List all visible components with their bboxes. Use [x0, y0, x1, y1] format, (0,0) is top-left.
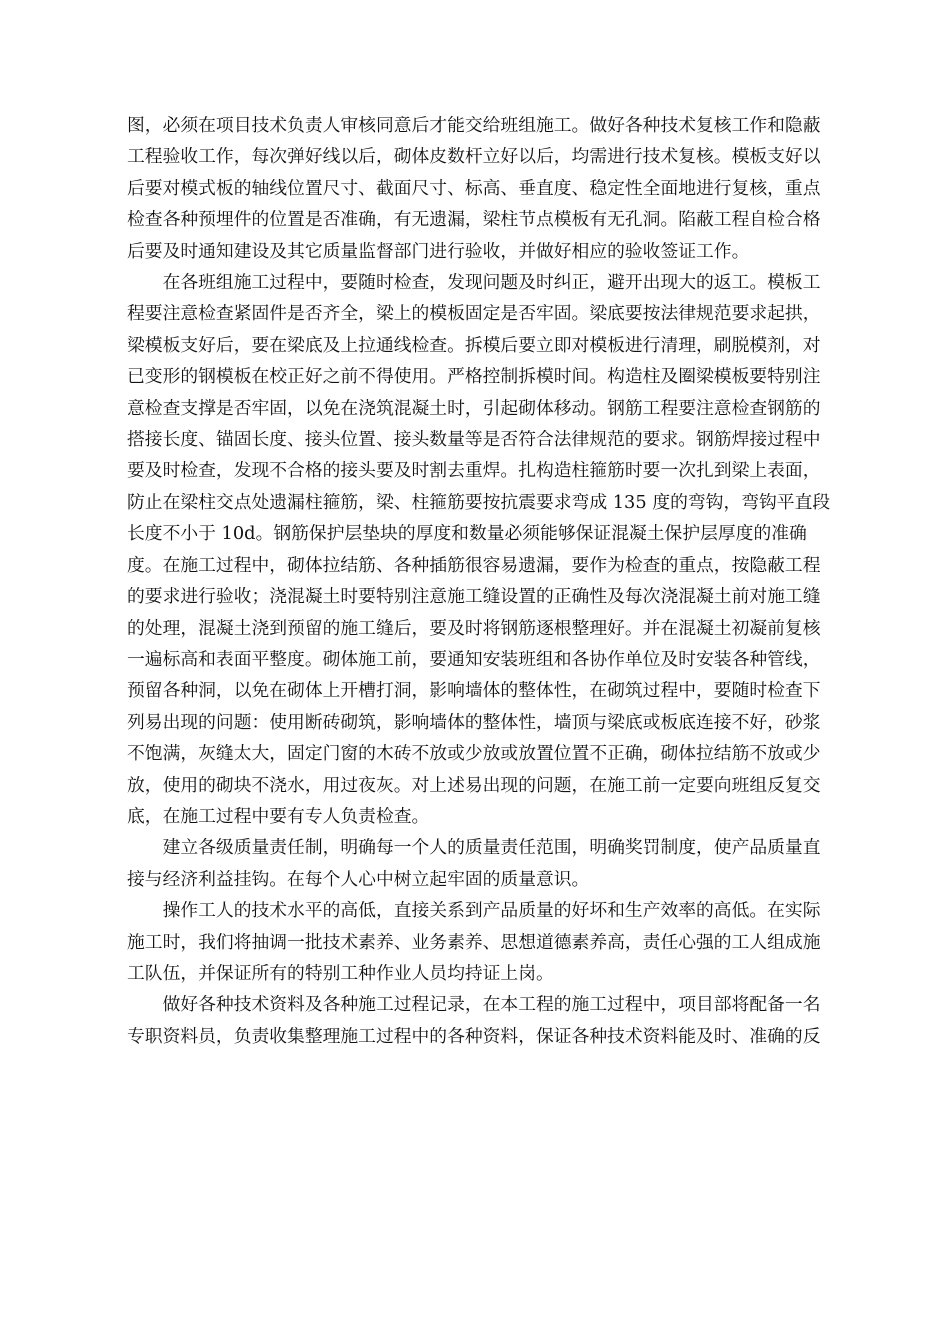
- text-line: 度。在施工过程中，砌体拉结筋、各种插筋很容易遗漏，要作为检查的重点，按隐蔽工程: [127, 554, 821, 576]
- text-line: 长度不小于 10d。钢筋保护层垫块的厚度和数量必须能够保证混凝土保护层厚度的准确: [127, 523, 807, 545]
- text-line: 的处理，混凝土浇到预留的施工缝后，要及时将钢筋逐根整理好。并在混凝土初凝前复核: [127, 617, 821, 639]
- text-line: 不饱满，灰缝太大，固定门窗的木砖不放或少放或放置位置不正确，砌体拉结筋不放或少: [127, 743, 821, 765]
- text-line: 防止在梁柱交点处遗漏柱箍筋，梁、柱箍筋要按抗震要求弯成 135 度的弯钩，弯钩平直段: [127, 491, 831, 513]
- text-line: 梁模板支好后，要在梁底及上拉通线检查。拆模后要立即对模板进行清理，刷脱模剂，对: [127, 334, 821, 356]
- text-line: 的要求进行验收；浇混凝土时要特别注意施工缝设置的正确性及每次浇混凝土前对施工缝: [127, 586, 821, 608]
- paragraph: [127, 989, 833, 1052]
- text-line: 一遍标高和表面平整度。砌体施工前，要通知安装班组和各协作单位及时安装各种管线，: [127, 648, 821, 670]
- text-line: 搭接长度、锚固长度、接头位置、接头数量等是否符合法律规范的要求。钢筋焊接过程中: [127, 429, 821, 451]
- text-line: 要及时检查，发现不合格的接头要及时割去重焊。扎构造柱箍筋时要一次扎到梁上表面，: [127, 460, 821, 482]
- text-line: 做好各种技术资料及各种施工过程记录，在本工程的施工过程中，项目部将配备一名: [127, 994, 821, 1016]
- text-line: 操作工人的技术水平的高低，直接关系到产品质量的好坏和生产效率的高低。在实际: [127, 900, 821, 922]
- text-line: 图，必须在项目技术负责人审核同意后才能交给班组施工。做好各种技术复核工作和隐蔽: [127, 115, 821, 136]
- text-line: 施工时，我们将抽调一批技术素养、业务素养、思想道德素养高，责任心强的工人组成施: [127, 931, 821, 953]
- paragraph: [127, 895, 833, 989]
- text-line: 已变形的钢模板在校正好之前不得使用。严格控制拆模时间。构造柱及圈梁模板要特别注: [127, 366, 821, 388]
- text-line: 后要对模式板的轴线位置尺寸、截面尺寸、标高、垂直度、稳定性全面地进行复核，重点: [127, 177, 821, 199]
- text-line: 工队伍，并保证所有的特别工种作业人员均持证上岗。: [127, 962, 554, 984]
- paragraph: [127, 267, 833, 832]
- paragraph: [127, 832, 833, 895]
- text-line: 列易出现的问题：使用断砖砌筑，影响墙体的整体性，墙顶与梁底或板底连接不好，砂浆: [127, 711, 821, 733]
- text-line: 检查各种预埋件的位置是否准确，有无遗漏，梁柱节点模板有无孔洞。陷蔽工程自检合格: [127, 209, 821, 231]
- text-line: 程要注意检查紧固件是否齐全，梁上的模板固定是否牢固。梁底要按法律规范要求起拱，: [127, 303, 821, 325]
- text-line: 放，使用的砌块不浇水，用过夜灰。对上述易出现的问题，在施工前一定要向班组反复交: [127, 774, 821, 796]
- text-line: 接与经济利益挂钩。在每个人心中树立起牢固的质量意识。: [127, 868, 590, 890]
- text-line: 工程验收工作，每次弹好线以后，砌体皮数杆立好以后，均需进行技术复核。模板支好以: [127, 146, 821, 168]
- text-line: 底，在施工过程中要有专人负责检查。: [127, 805, 430, 827]
- text-line: 建立各级质量责任制，明确每一个人的质量责任范围，明确奖罚制度，使产品质量直: [127, 837, 821, 859]
- paragraph: [127, 110, 833, 267]
- text-line: 专职资料员，负责收集整理施工过程中的各种资料，保证各种技术资料能及时、准确的反: [127, 1025, 821, 1047]
- document-body: [127, 110, 833, 1052]
- text-line: 意检查支撑是否牢固，以免在浇筑混凝土时，引起砌体移动。钢筋工程要注意检查钢筋的: [127, 397, 821, 419]
- text-line: 后要及时通知建设及其它质量监督部门进行验收，并做好相应的验收签证工作。: [127, 240, 750, 262]
- text-line: 预留各种洞，以免在砌体上开槽打洞，影响墙体的整体性，在砌筑过程中，要随时检查下: [127, 680, 821, 702]
- text-line: 在各班组施工过程中，要随时检查，发现问题及时纠正，避开出现大的返工。模板工: [127, 272, 821, 294]
